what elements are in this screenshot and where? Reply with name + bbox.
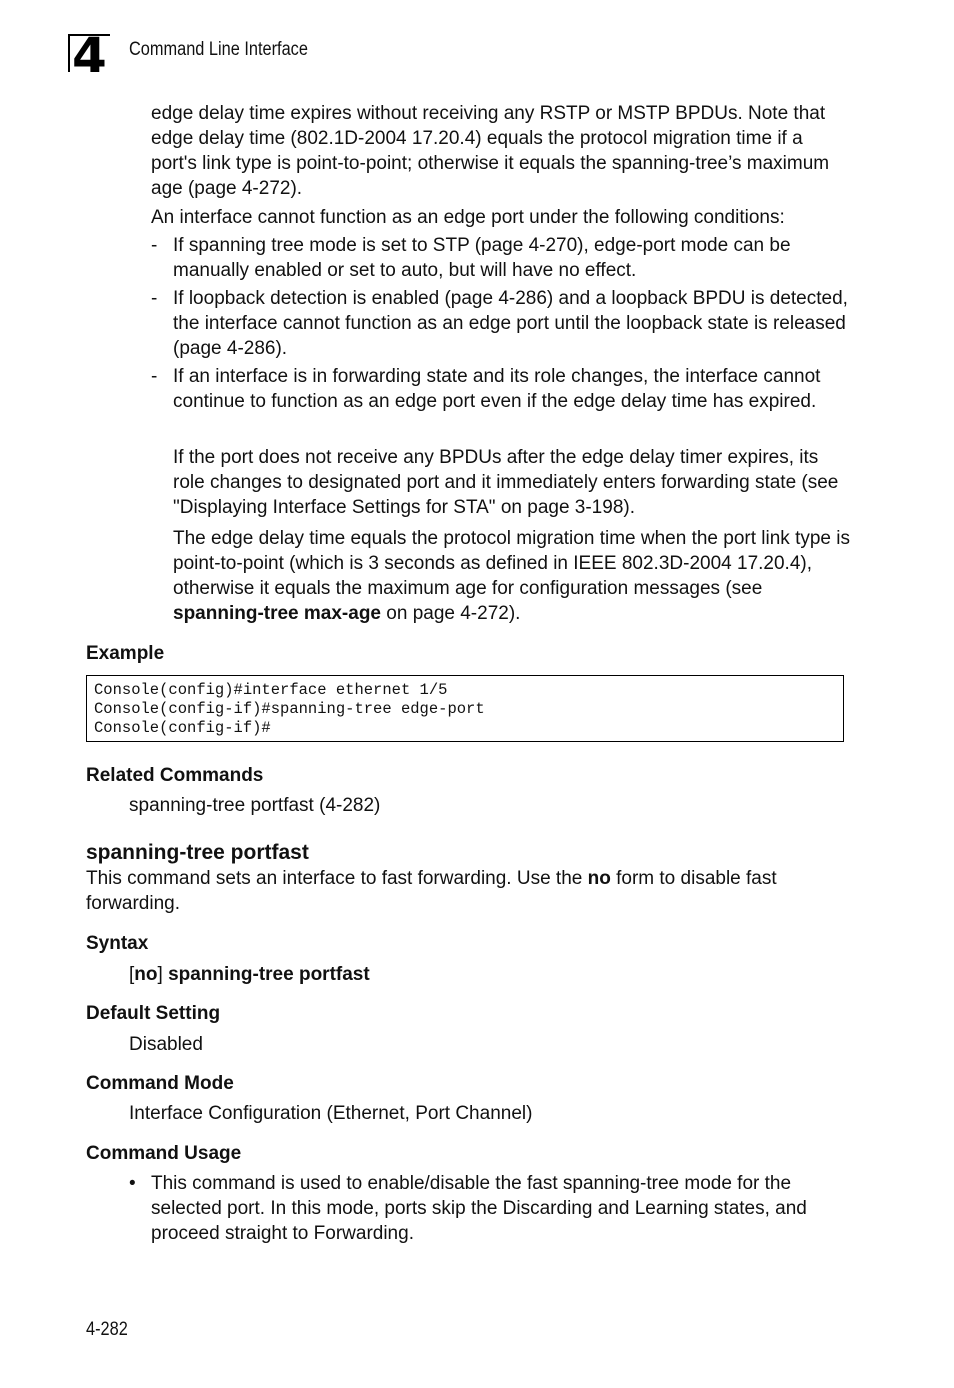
list-dash: - (151, 288, 158, 309)
command-description: This command sets an interface to fast forwarding. Use the no form to disable fast forwarding. (86, 868, 777, 914)
command-mode-heading: Command Mode (86, 1073, 234, 1094)
code-line: Console(config-if)# (94, 719, 271, 737)
command-title: spanning-tree portfast (86, 841, 309, 864)
list-dash: - (151, 366, 158, 387)
chapter-title: Command Line Interface (129, 39, 308, 60)
usage-item: This command is used to enable/disable the fast spanning-tree mode for the selected port. In this mode, ports skip the Discarding and Learning states, and proceed straight to Forwarding. (151, 1173, 807, 1244)
list-item: If spanning tree mode is set to STP (page 4-270), edge-port mode can be manually enabled or set to auto, but will have no effect. (173, 235, 791, 281)
sub-paragraph: The edge delay time equals the protocol migration time when the port link type is point-to-point (which is 3 seconds as defined in IEEE 802.3D-2004 17.20.4), otherwise it equals the maximum age for configuration messages (see spanning-tree max-age on page 4-272). (173, 528, 850, 624)
list-dash: - (151, 235, 158, 256)
conditions-intro: An interface cannot function as an edge port under the following conditions: (151, 207, 785, 228)
code-line: Console(config)#interface ethernet 1/5 (94, 681, 448, 699)
example-heading: Example (86, 643, 165, 664)
list-item: If loopback detection is enabled (page 4-286) and a loopback BPDU is detected, the interface cannot function as an edge port until the loopback state is released (page 4-286). (173, 288, 848, 359)
command-reference: spanning-tree max-age (173, 603, 381, 624)
chapter-number-tab (68, 34, 110, 72)
bullet: • (129, 1173, 136, 1194)
page-number: 4-282 (86, 1319, 128, 1340)
default-setting-value: Disabled (129, 1034, 203, 1055)
code-line: Console(config-if)#spanning-tree edge-port (94, 700, 485, 718)
code-example (86, 675, 844, 742)
default-setting-heading: Default Setting (86, 1003, 221, 1024)
command-usage-heading: Command Usage (86, 1143, 242, 1164)
chapter-number: 4 (72, 34, 107, 72)
list-item: If an interface is in forwarding state and its role changes, the interface cannot continue to function as an edge port even if the edge delay time has expired. (173, 366, 821, 412)
related-commands-heading: Related Commands (86, 765, 264, 786)
sub-paragraph: If the port does not receive any BPDUs after the edge delay timer expires, its role changes to designated port and it immediately enters forwarding state (see "Displaying Interface Settings for STA" on page 3-198). (173, 447, 839, 518)
command-mode-value: Interface Configuration (Ethernet, Port Channel) (129, 1103, 533, 1124)
related-command: spanning-tree portfast (4-282) (129, 795, 381, 816)
syntax-line: [no] spanning-tree portfast (129, 964, 370, 985)
intro-paragraph: edge delay time expires without receiving any RSTP or MSTP BPDUs. Note that edge delay time (802.1D-2004 17.20.4) equals the protocol migration time if a port's link type is point-to-point; otherwise it equals the spanning-tree’s maximum age (page 4-272). (151, 103, 830, 199)
syntax-heading: Syntax (86, 933, 149, 954)
